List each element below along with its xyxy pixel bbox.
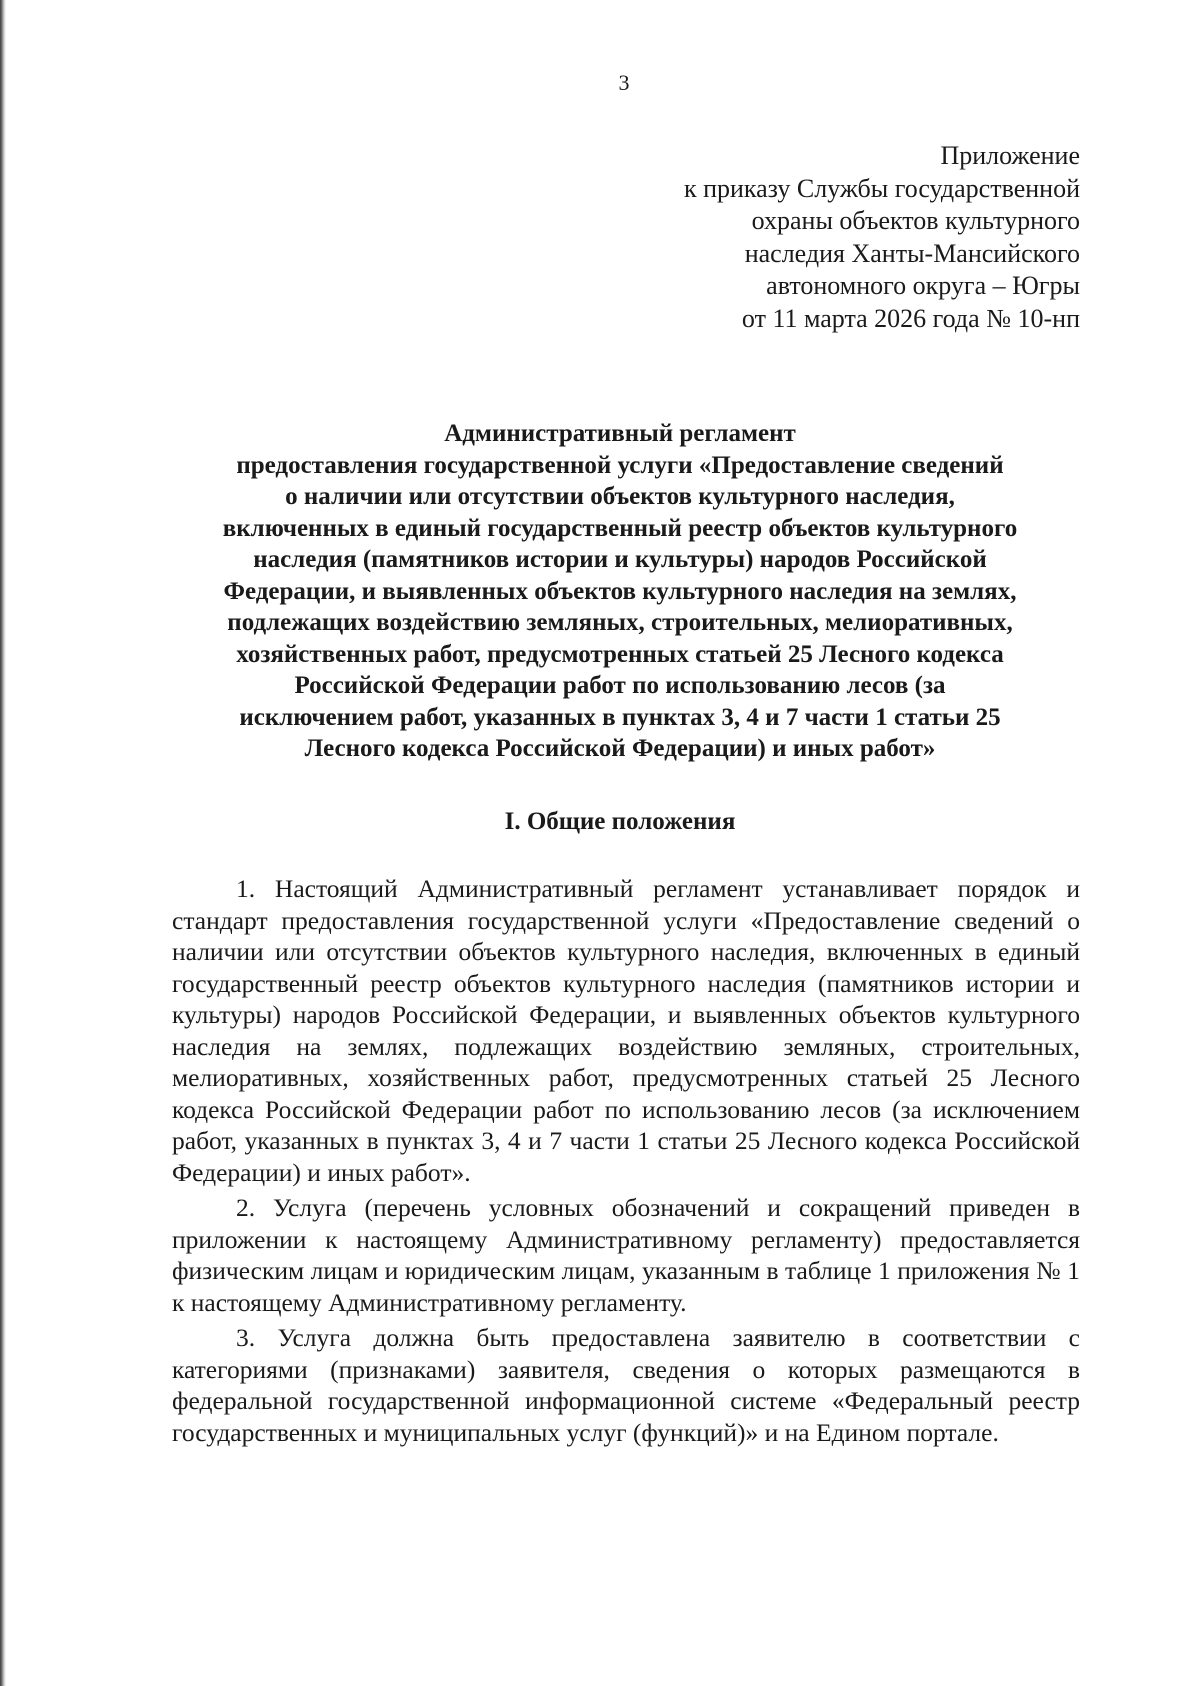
title-line: подлежащих воздействию земляных, строительных, мелиоративных,: [227, 609, 1013, 636]
scan-edge: [0, 0, 6, 1686]
paragraph-3: 3. Услуга должна быть предоставлена заявителю в соответствии с категориями (признаками) заявителя, сведения о которых размещаются в федеральной государственной информационной системе «Федеральный реестр государственных и муниципальных услуг (функций)» и на Едином портале.: [172, 1323, 1080, 1447]
title-line: о наличии или отсутствии объектов культурного наследия,: [285, 483, 955, 510]
title-line: Российской Федерации работ по использованию лесов (за: [294, 672, 946, 699]
appendix-line: автономного округа – Югры: [766, 271, 1080, 300]
title-line: включенных в единый государственный реестр объектов культурного: [222, 514, 1018, 542]
title-line: наследия (памятников истории и культуры) народов Российской: [253, 546, 987, 573]
title-line: хозяйственных работ, предусмотренных статьей 25 Лесного кодекса: [236, 640, 1004, 668]
title-line: Лесного кодекса Российской Федерации) и иных работ»: [304, 735, 936, 762]
title-line: предоставления государственной услуги «Предоставление сведений: [236, 451, 1004, 479]
appendix-block: [684, 140, 1080, 335]
page-number: 3: [618, 70, 630, 95]
paragraph-2: 2. Услуга (перечень условных обозначений и сокращений приведен в приложении к настоящему Административному регламенту) предоставляется физическим лицам и юридическим лицам, указанным в таблице 1 приложения № 1 к настоящему Административному регламенту.: [172, 1193, 1080, 1317]
appendix-line: от 11 марта 2026 года № 10-нп: [741, 303, 1080, 333]
title-line: исключением работ, указанных в пунктах 3, 4 и 7 части 1 статьи 25: [239, 703, 1001, 731]
appendix-line: охраны объектов культурного: [751, 206, 1080, 235]
section-body: [172, 873, 1080, 1452]
section-heading: I. Общие положения: [504, 808, 736, 835]
title-line: Федерации, и выявленных объектов культурного наследия на землях,: [223, 577, 1017, 605]
appendix-line: Приложение: [940, 141, 1080, 170]
title-line: Административный регламент: [444, 420, 796, 447]
paragraph-1: 1. Настоящий Административный регламент устанавливает порядок и стандарт предоставления государственной услуги «Предоставление сведений о наличии или отсутствии объектов культурного наследия, включенных в единый государственный реестр объектов культурного наследия (памятников истории и культуры) народов Российской Федерации, и выявленных объектов культурного наследия на землях, подлежащих воздействию земляных, строительных, мелиоративных, хозяйственных работ, предусмотренных статьей 25 Лесного кодекса Российской Федерации работ по использованию лесов (за исключением работ, указанных в пунктах 3, 4 и 7 части 1 статьи 25 Лесного кодекса Российской Федерации) и иных работ».: [172, 874, 1080, 1187]
document-title: [160, 418, 1080, 765]
appendix-line: к приказу Службы государственной: [683, 173, 1080, 203]
appendix-line: наследия Ханты-Мансийского: [744, 238, 1080, 268]
